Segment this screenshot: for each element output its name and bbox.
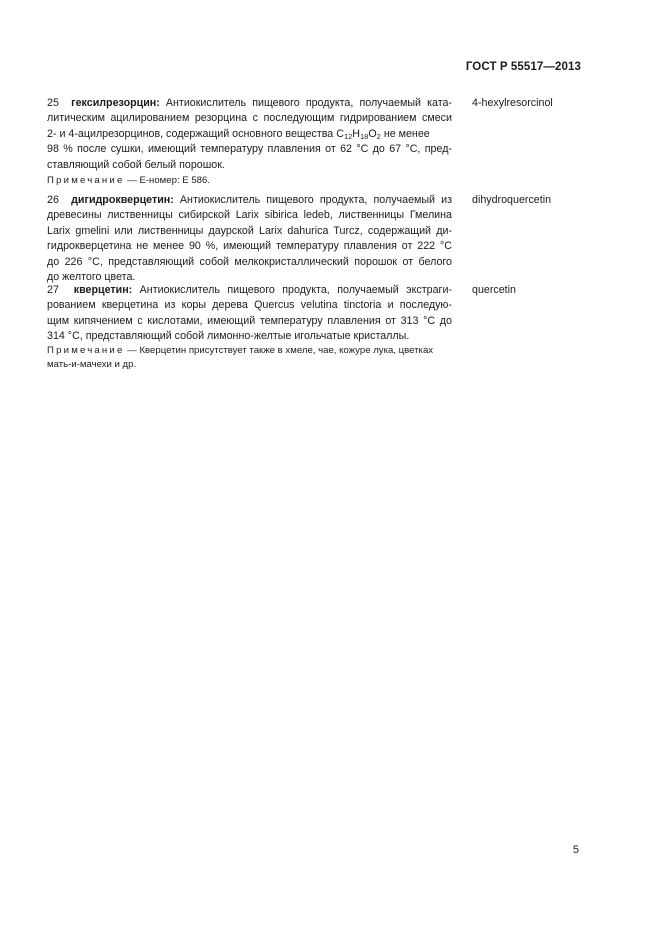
entry-line: ставляющий собой белый порошок. [47, 158, 225, 171]
definition-text: 2- и 4-ацилрезорцинов, содержащий основного вещества [47, 127, 337, 140]
english-term-27: quercetin [472, 284, 516, 296]
term-entry-27 [47, 283, 452, 345]
note-text: — E-номер: E 586. [124, 175, 211, 186]
definition-text: Антиокислитель пищевого продукта, получаемый экстраги- [132, 284, 452, 296]
entry-line: древесины лиственницы сибирской Larix sibirica ledeb, лиственницы Гмелина [47, 209, 452, 222]
entry-line [47, 283, 452, 298]
chemical-formula: $C_{12}H_{18}O_2$ [336, 127, 381, 141]
page-header: ГОСТ Р 55517—2013 [465, 61, 581, 73]
entry-line [47, 96, 452, 111]
entry-line: гидрокверцетина не менее 90 %, имеющий температуру плавления от 222 °C [47, 240, 452, 253]
term-entry-26 [47, 193, 452, 285]
entry-number: 26 [47, 194, 59, 206]
term-name: дигидрокверцетин: [71, 194, 174, 206]
definition-text: не менее [380, 127, 430, 140]
note-27 [47, 344, 452, 372]
entry-line: Larix gmelini или лиственницы даурской Larix dahurica Turcz, содержащий ди- [47, 224, 452, 237]
page-number: 5 [572, 844, 579, 856]
definition-text: Антиокислитель пищевого продукта, получаемый ката- [159, 97, 452, 109]
term-entry-25 [47, 96, 452, 173]
entry-line: рованием кверцетина из коры дерева Quercus velutina tinctoria и последую- [47, 299, 452, 312]
entry-line [47, 193, 452, 208]
entry-line: 314 °C, представляющий собой лимонно-желтые игольчатые кристаллы. [47, 330, 410, 343]
entry-number: 25 [47, 97, 59, 109]
note-label: Примечание [47, 175, 125, 186]
entry-line: 98 % после сушки, имеющий температуру плавления от 62 °C до 67 °C, пред- [47, 143, 452, 156]
entry-line: литическим ацилированием резорцина с последующим гидрированием смеси [47, 112, 452, 125]
note-label: Примечание [47, 345, 125, 356]
entry-line: щим кипячением с кислотами, имеющий температуру плавления от 313 °C до [47, 314, 452, 327]
definition-text: Антиокислитель пищевого продукта, получаемый из [173, 194, 452, 206]
note-text: мать-и-мачехи и др. [47, 359, 137, 370]
note-text: — Кверцетин присутствует также в хмеле, чае, кожуре лука, цветках [124, 345, 434, 356]
entry-line: до 226 °C, представляющий собой мелкокристаллический порошок от белого [47, 255, 452, 268]
entry-number: 27 [47, 284, 59, 296]
entry-line [47, 127, 452, 142]
english-term-26: dihydroquercetin [472, 194, 552, 206]
term-name: кверцетин: [73, 284, 133, 296]
entry-line: до желтого цвета. [47, 271, 136, 284]
english-term-25: 4-hexylresorcinol [472, 97, 553, 109]
note-25 [47, 174, 452, 188]
term-name: гексилрезорцин: [71, 97, 160, 109]
